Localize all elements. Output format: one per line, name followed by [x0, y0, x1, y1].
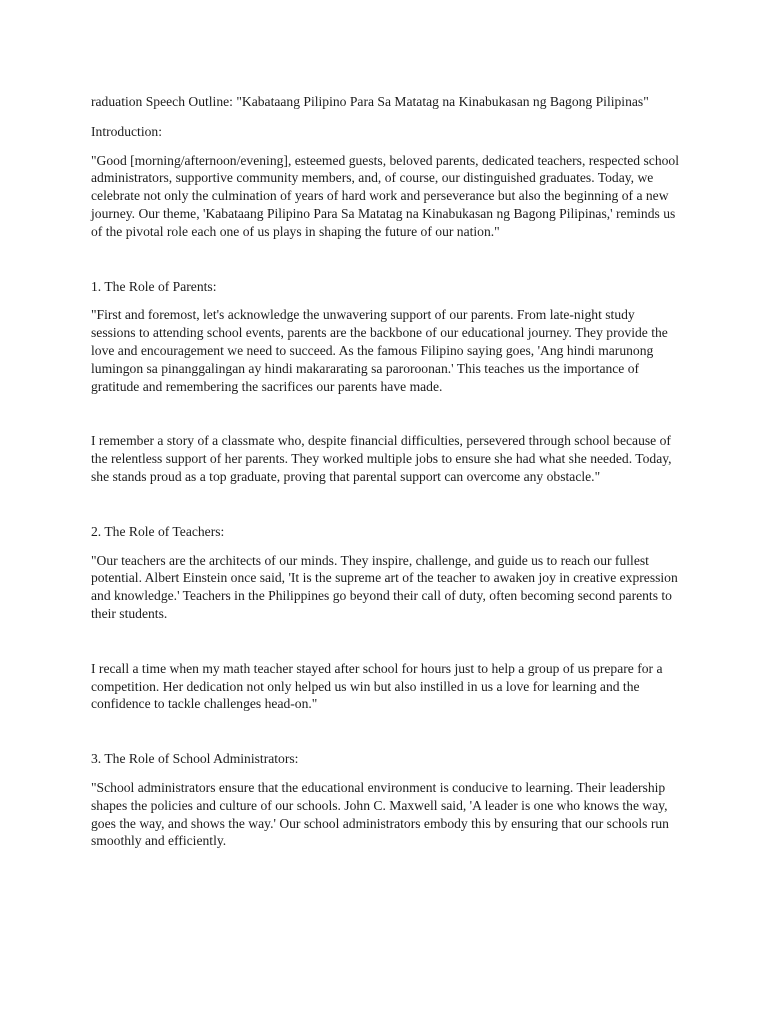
parents-paragraph-2: I remember a story of a classmate who, despite financial difficulties, persevered through school because of the relentless support of her parents. They worked multiple jobs to ensure she had what she needed. Today, she stands proud as a top graduate, proving that parental support can overcome any obstacle."	[91, 433, 672, 484]
document-title: raduation Speech Outline: "Kabataang Pilipino Para Sa Matatag na Kinabukasan ng Bagong Pilipinas"	[91, 94, 649, 109]
administrators-paragraph-1: "School administrators ensure that the educational environment is conducive to learning. Their leadership shapes the policies and culture of our schools. John C. Maxwell said, 'A leader is one who knows the way, goes the way, and shows the way.' Our school administrators embody this by ensuring that our schools run smoothly and efficiently.	[91, 779, 669, 849]
section-heading-teachers: 2. The Role of Teachers:	[91, 523, 225, 539]
section-heading-administrators: 3. The Role of School Administrators:	[91, 751, 299, 767]
introduction-paragraph: "Good [morning/afternoon/evening], esteemed guests, beloved parents, dedicated teachers, respected school administrators, supportive community members, and, of course, our distinguished graduates. Today, we celebrate not only the culmination of years of hard work and perseverance but also the beginning of a new journey. Our theme, 'Kabataang Pilipino Para Sa Matatag na Kinabukasan ng Bagong Pilipinas,' reminds us of the pivotal role each one of us plays in shaping the future of our nation."	[91, 152, 679, 239]
section-heading-parents: 1. The Role of Parents:	[91, 278, 217, 294]
parents-paragraph-1: "First and foremost, let's acknowledge the unwavering support of our parents. From late-night study sessions to attending school events, parents are the backbone of our educational journey. They provide the love and encouragement we need to succeed. As the famous Filipino saying goes, 'Ang hindi marunong lumingon sa pinanggalingan ay hindi makararating sa paroroonan.' This teaches us the importance of gratitude and remembering the sacrifices our parents have made.	[91, 307, 668, 394]
introduction-label: Introduction:	[91, 123, 162, 139]
teachers-paragraph-1: "Our teachers are the architects of our minds. They inspire, challenge, and guide us to reach our fullest potential. Albert Einstein once said, 'It is the supreme art of the teacher to awaken joy in creative expression and knowledge.' Teachers in the Philippines go beyond their call of duty, often becoming second parents to their students.	[91, 552, 678, 621]
document-body	[91, 93, 679, 887]
teachers-paragraph-2: I recall a time when my math teacher stayed after school for hours just to help a group of us prepare for a competition. Her dedication not only helped us win but also instilled in us a love for learning and the confidence to tackle challenges head-on."	[91, 660, 663, 712]
